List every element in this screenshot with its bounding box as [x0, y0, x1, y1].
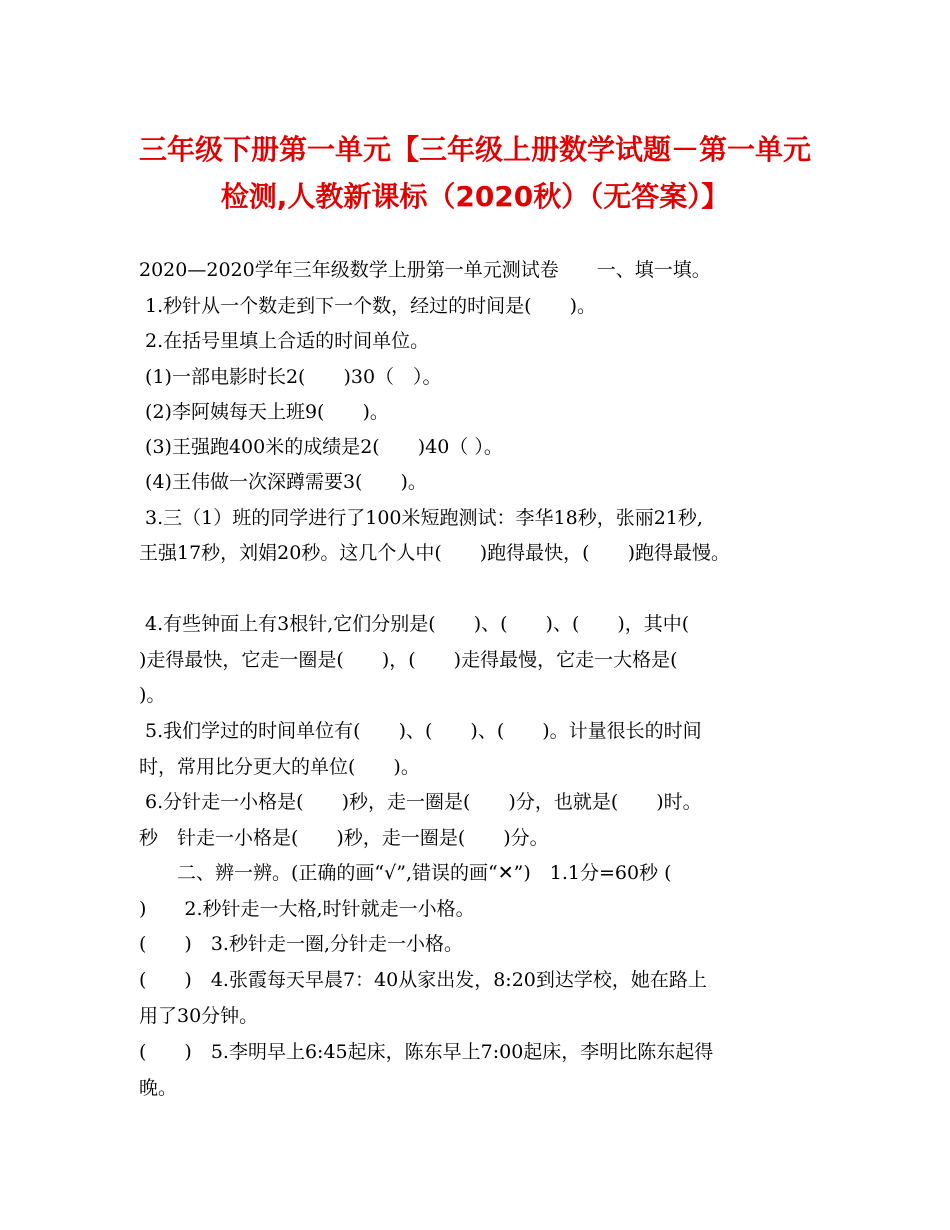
question-2-3-line: (3)王强跑400米的成绩是2( )40（ ）。: [139, 436, 503, 458]
question-2-1-line: (1)一部电影时长2( )30（ ）。: [139, 366, 442, 388]
question-6-line-2: 秒 针走一小格是( )秒，走一圈是( )分。: [139, 827, 549, 849]
question-6-line-1: 6.分针走一小格是( )秒，走一圈是( )分，也就是( )时。: [139, 791, 702, 813]
question-2-2-line: (2)李阿姨每天上班9( )。: [139, 401, 389, 423]
document-title-line-1: 三年级下册第一单元【三年级上册数学试题－第一单元: [138, 133, 811, 166]
question-4-line-3: )。: [139, 684, 166, 706]
judge-5-line-2: 晚。: [139, 1077, 178, 1099]
question-3-line-1: 3.三（1）班的同学进行了100米短跑测试：李华18秒，张丽21秒,: [139, 507, 703, 529]
question-5-line-2: 时，常用比分更大的单位( )。: [139, 756, 420, 778]
judge-2-line: ) 2.秒针走一大格,时针就走一小格。: [139, 898, 475, 920]
exam-heading-line: 2020—2020学年三年级数学上册第一单元测试卷 一、填一填。: [139, 259, 711, 281]
question-4-line-1: 4.有些钟面上有3根针,它们分别是( )、( )、( )，其中(: [139, 613, 690, 635]
question-4-line-2: )走得最快，它走一圈是( )，( )走得最慢，它走一大格是(: [139, 649, 678, 671]
document-title-line-2: 检测,人教新课标（2020秋）（无答案）】: [220, 180, 730, 213]
question-2-line: 2.在括号里填上合适的时间单位。: [139, 330, 430, 352]
question-3-line-2: 王强17秒，刘娟20秒。这几个人中( )跑得最快，( )跑得最慢。: [139, 542, 731, 564]
question-1-line: 1.秒针从一个数走到下一个数，经过的时间是( )。: [139, 295, 596, 317]
section-2-heading-line: 二、辨一辨。(正确的画“√”,错误的画“✕”) 1.1分=60秒 (: [139, 862, 672, 884]
judge-3-line: ( ) 3.秒针走一圈,分针走一小格。: [139, 933, 463, 955]
question-2-4-line: (4)王伟做一次深蹲需要3( )。: [139, 471, 427, 493]
judge-4-line-2: 用了30分钟。: [139, 1005, 259, 1027]
judge-4-line-1: ( ) 4.张霞每天早晨7：40从家出发，8:20到达学校，她在路上: [139, 969, 707, 991]
question-5-line-1: 5.我们学过的时间单位有( )、( )、( )。计量很长的时间: [139, 720, 702, 742]
judge-5-line-1: ( ) 5.李明早上6:45起床，陈东早上7:00起床，李明比陈东起得: [139, 1041, 714, 1063]
